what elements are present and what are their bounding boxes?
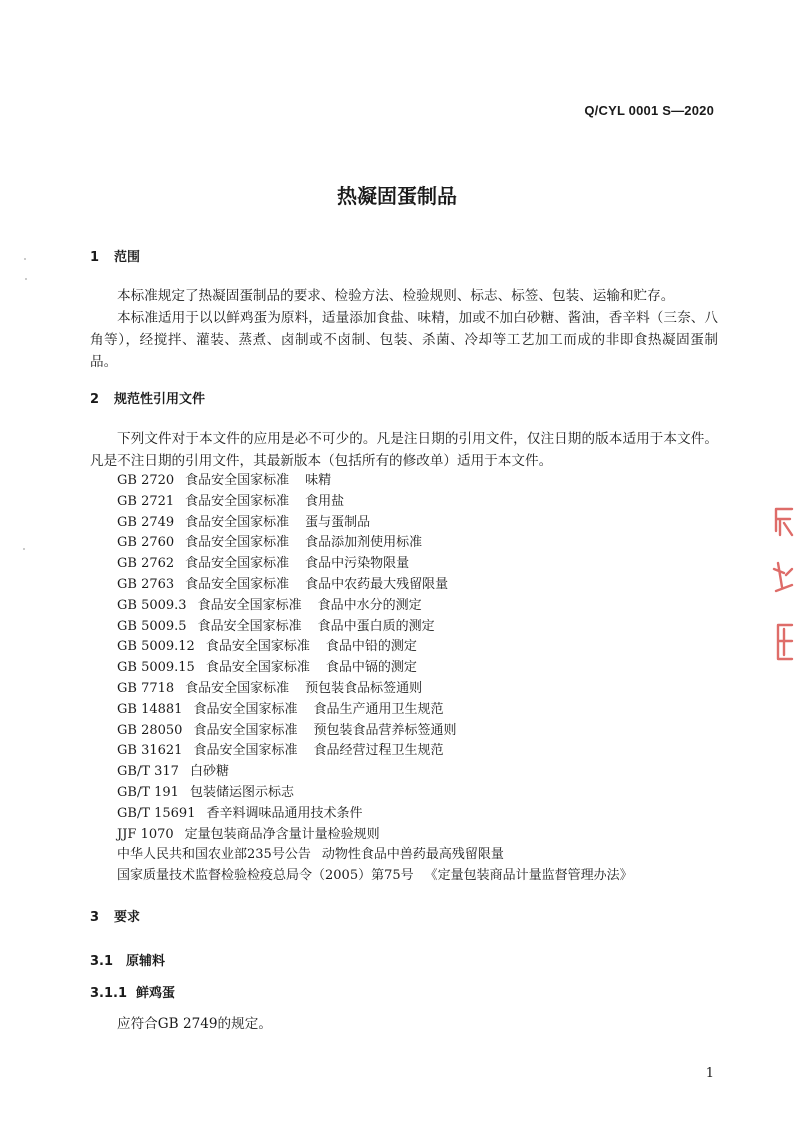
section-title: 要求 xyxy=(114,910,141,925)
reference-title: 包装储运图示标志 xyxy=(189,784,294,800)
reference-title: 食品生产通用卫生规范 xyxy=(313,701,444,717)
reference-item xyxy=(117,721,633,742)
reference-item xyxy=(117,617,633,638)
reference-item xyxy=(117,533,633,554)
reference-item xyxy=(117,866,633,887)
section-number: 3 xyxy=(90,910,100,925)
reference-title: 预包装食品营养标签通则 xyxy=(313,722,457,738)
reference-title: 食品中铅的测定 xyxy=(325,639,417,655)
reference-title: 动物性食品中兽药最高残留限量 xyxy=(321,847,504,863)
reference-item xyxy=(117,471,633,492)
references-list xyxy=(117,471,633,887)
reference-type: 食品安全国家标准 xyxy=(193,743,298,759)
section-title: 鲜鸡蛋 xyxy=(136,986,176,1001)
reference-title: 食品经营过程卫生规范 xyxy=(313,743,444,759)
reference-type: 食品安全国家标准 xyxy=(185,535,290,551)
reference-item xyxy=(117,741,633,762)
reference-type: 食品安全国家标准 xyxy=(185,680,290,696)
reference-type: 食品安全国家标准 xyxy=(193,722,298,738)
scan-speck xyxy=(25,278,27,280)
section-3-1-1-heading xyxy=(90,982,175,1001)
reference-item xyxy=(117,637,633,658)
section-number: 3.1.1 xyxy=(90,986,128,1001)
reference-code: GB 2763 xyxy=(117,576,175,592)
reference-title: 味精 xyxy=(305,473,332,488)
reference-code: JJF 1070 xyxy=(117,826,174,842)
reference-type: 食品安全国家标准 xyxy=(185,514,290,530)
reference-item xyxy=(117,679,633,700)
reference-title: 蛋与蛋制品 xyxy=(305,514,371,530)
section-1-heading xyxy=(90,246,140,265)
reference-item xyxy=(117,596,633,617)
reference-code: GB 5009.3 xyxy=(117,597,187,613)
reference-code: GB 2721 xyxy=(117,493,175,509)
reference-code: GB 2762 xyxy=(117,556,175,572)
reference-code: GB 2749 xyxy=(117,514,175,530)
scope-paragraph-2: 本标准适用于以以鲜鸡蛋为原料，适量添加食盐、味精，加或不加白砂糖、酱油，香辛料（三奈、八角等），经搅拌、灌装、蒸煮、卤制或不卤制、包装、杀菌、冷却等工艺加工而成的非即食热凝固蛋制品。 xyxy=(90,310,718,370)
reference-code: GB/T 191 xyxy=(117,784,179,800)
reference-type: 食品安全国家标准 xyxy=(205,660,310,676)
scope-paragraph-1: 本标准规定了热凝固蛋制品的要求、检验方法、检验规则、标志、标签、包装、运输和贮存。 xyxy=(117,288,675,304)
section-2-heading xyxy=(90,388,205,407)
reference-title: 食品中农药最大残留限量 xyxy=(305,576,449,592)
section-3-heading xyxy=(90,906,140,925)
reference-title: 白砂糖 xyxy=(189,764,229,780)
section-number: 2 xyxy=(90,392,100,407)
section-3-1-heading xyxy=(90,950,165,969)
reference-title: 定量包装商品净含量计量检验规则 xyxy=(184,826,380,842)
reference-code: 中华人民共和国农业部235号公告 xyxy=(117,847,311,863)
reference-item xyxy=(117,700,633,721)
reference-title: 预包装食品标签通则 xyxy=(305,680,423,696)
reference-item xyxy=(117,783,633,804)
reference-code: GB 5009.15 xyxy=(117,660,195,676)
reference-type: 食品安全国家标准 xyxy=(197,618,302,634)
reference-item xyxy=(117,825,633,846)
document-title: 热凝固蛋制品 xyxy=(337,184,457,208)
reference-title: 食品添加剂使用标准 xyxy=(305,535,423,551)
reference-item xyxy=(117,762,633,783)
partial-seal-stamp-icon xyxy=(770,505,794,665)
references-intro-paragraph: 下列文件对于本文件的应用是必不可少的。凡是注日期的引用文件，仅注日期的版本适用于本文件。凡是不注日期的引用文件，其最新版本（包括所有的修改单）适用于本文件。 xyxy=(90,431,718,469)
scan-speck xyxy=(24,258,26,260)
reference-item xyxy=(117,658,633,679)
reference-code: GB/T 15691 xyxy=(117,805,196,821)
reference-code: GB 2760 xyxy=(117,535,175,551)
reference-code: GB 31621 xyxy=(117,743,183,759)
section-title: 原辅料 xyxy=(126,954,166,969)
reference-title: 食品中镉的测定 xyxy=(325,660,417,676)
reference-title: 《定量包装商品计量监督管理办法》 xyxy=(424,868,633,884)
section-title: 范围 xyxy=(114,250,141,265)
reference-title: 食用盐 xyxy=(305,493,345,509)
reference-item xyxy=(117,513,633,534)
reference-code: GB 28050 xyxy=(117,722,183,738)
reference-type: 食品安全国家标准 xyxy=(185,576,290,592)
reference-code: GB/T 317 xyxy=(117,764,179,780)
standard-code: Q/CYL 0001 S—2020 xyxy=(584,103,714,118)
reference-item xyxy=(117,554,633,575)
reference-title: 香辛料调味品通用技术条件 xyxy=(206,805,363,821)
reference-code: 国家质量技术监督检验检疫总局令（2005）第75号 xyxy=(117,868,414,884)
section-number: 3.1 xyxy=(90,954,114,969)
reference-item xyxy=(117,492,633,513)
reference-type: 食品安全国家标准 xyxy=(185,556,290,572)
reference-code: GB 5009.5 xyxy=(117,618,187,634)
reference-title: 食品中水分的测定 xyxy=(317,597,422,613)
reference-type: 食品安全国家标准 xyxy=(197,597,302,613)
reference-type: 食品安全国家标准 xyxy=(193,701,298,717)
egg-requirement-paragraph: 应符合GB 2749的规定。 xyxy=(117,1016,272,1032)
scan-speck xyxy=(23,548,25,550)
reference-item xyxy=(117,575,633,596)
reference-type: 食品安全国家标准 xyxy=(185,493,290,509)
reference-title: 食品中污染物限量 xyxy=(305,556,410,572)
reference-code: GB 14881 xyxy=(117,701,183,717)
reference-title: 食品中蛋白质的测定 xyxy=(317,618,435,634)
reference-code: GB 2720 xyxy=(117,473,175,488)
section-title: 规范性引用文件 xyxy=(114,392,206,407)
reference-item xyxy=(117,804,633,825)
reference-type: 食品安全国家标准 xyxy=(205,639,310,655)
page-number: 1 xyxy=(705,1066,714,1081)
reference-code: GB 5009.12 xyxy=(117,639,195,655)
reference-item xyxy=(117,845,633,866)
reference-code: GB 7718 xyxy=(117,680,175,696)
section-number: 1 xyxy=(90,250,100,265)
reference-type: 食品安全国家标准 xyxy=(185,473,290,488)
